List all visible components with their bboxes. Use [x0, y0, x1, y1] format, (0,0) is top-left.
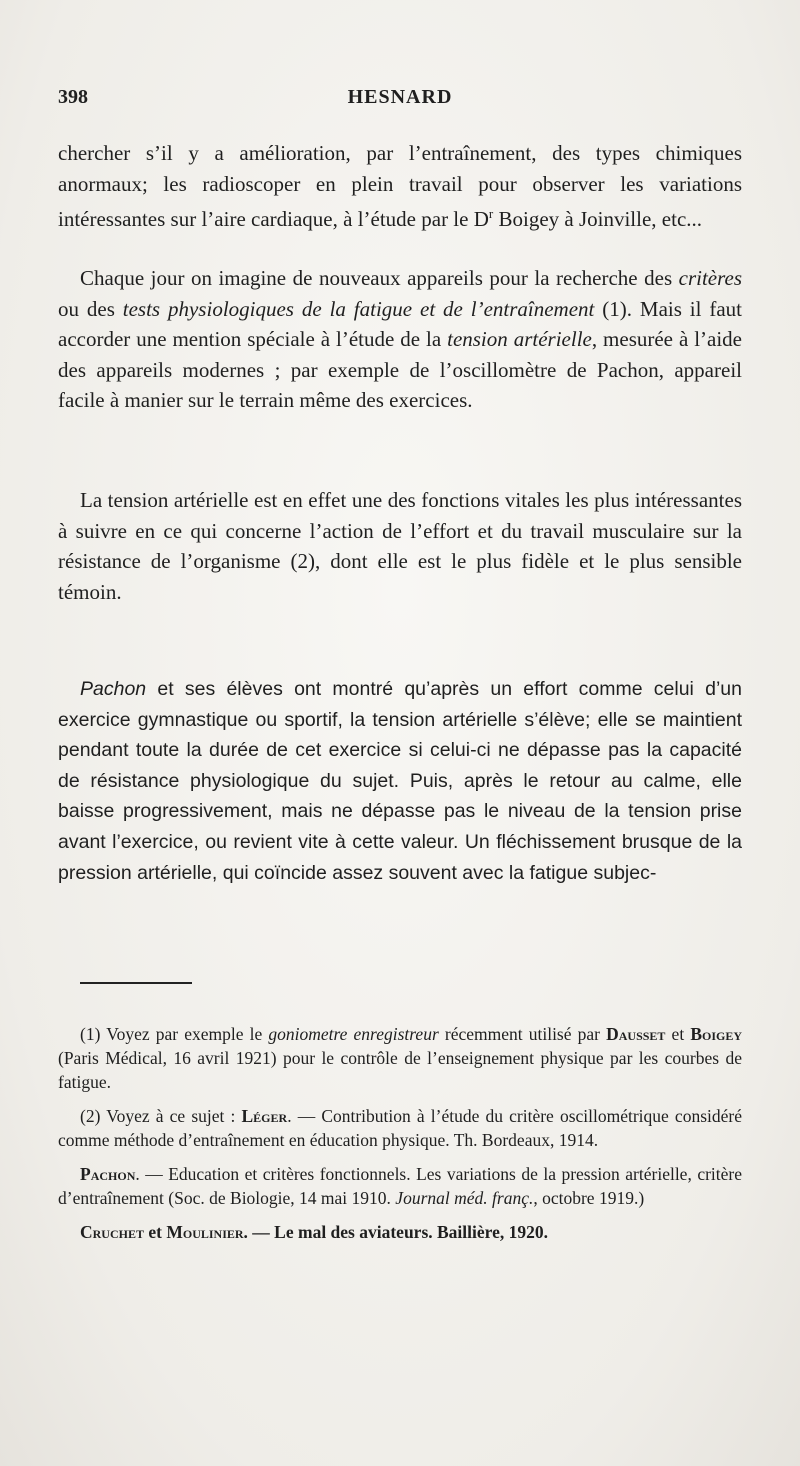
fn1-author-2: Boigey	[690, 1024, 742, 1044]
fn4-author-1: Cruchet	[80, 1222, 144, 1242]
footnote-2	[58, 1104, 742, 1152]
running-head: HESNARD	[347, 86, 453, 108]
page-header	[58, 86, 742, 116]
fn1-em-1: goniometre enregistreur	[268, 1024, 439, 1044]
p4-em-1: Pachon	[80, 678, 147, 700]
fn3-text-2: , octobre 1919.)	[533, 1188, 645, 1208]
p2-em-2: tests physiologiques de la fatigue et de l’entraînement	[122, 296, 595, 321]
footnotes	[58, 1022, 742, 1254]
fn2-text-2: . — Contribution à l’étude du critère oscillométrique considéré comme méthode d’entraînement en éducation physique. Th. Bordeaux, 1914.	[58, 1106, 742, 1150]
p4-text-1: et ses élèves ont montré qu’après un effort comme celui d’un exercice gymnastique ou sportif, la tension artérielle s’élève; elle se maintient pendant toute la durée de cet exercice si celui-ci ne dépasse pas la capacité de résistance physiologique du sujet. Puis, après le retour au calme, elle baisse progressivement, mais ne dépasse pas le niveau de la tension prise avant l’exercice, ou revient vite à cette valeur. Un fléchissement brusque de la pression artérielle, qui coïncide assez souvent avec la fatigue subjec-	[58, 678, 742, 884]
fn1-text-3: et	[665, 1024, 691, 1044]
footnote-4	[58, 1220, 742, 1244]
fn4-author-2: Moulinier	[166, 1222, 244, 1242]
p2-text-2: ou des	[58, 296, 123, 321]
fn4-text-2: . — Le mal des aviateurs. Baillière, 1920.	[243, 1222, 548, 1242]
p2-text-4: , mesurée à l’aide des appareils modernes ; par exemple de l’oscillomètre de Pachon, appareil facile à manier sur le terrain même des exercices.	[58, 327, 742, 412]
p2-em-3: tension artérielle	[447, 327, 592, 351]
fn2-text-1: (2) Voyez à ce sujet :	[80, 1106, 242, 1126]
footnote-1	[58, 1022, 742, 1094]
fn1-author-1: Dausset	[606, 1024, 666, 1044]
paragraph-1	[58, 138, 742, 235]
paragraph-3	[58, 485, 742, 607]
fn1-text-1: (1) Voyez par exemple le	[80, 1024, 269, 1044]
fn3-author-1: Pachon	[80, 1164, 136, 1184]
p3-text: La tension artérielle est en effet une des fonctions vitales les plus intéressantes à suivre en ce qui concerne l’action de l’effort et du travail musculaire sur la résistance de l’organisme (2), dont elle est le plus fidèle et le plus sensible témoin.	[58, 488, 742, 604]
fn1-text-2: récemment utilisé par	[438, 1024, 607, 1044]
p1-superscript: r	[488, 206, 494, 221]
p2-em-1: critères	[678, 266, 742, 290]
paragraph-2	[58, 263, 742, 416]
page-number: 398	[58, 86, 88, 108]
p2-text-3: (1). Mais il faut accorder une mention spéciale à l’étude de la	[58, 296, 742, 351]
p2-text-1: Chaque jour on imagine de nouveaux appareils pour la recherche des	[80, 266, 679, 290]
p1-text-1: chercher s’il y a amélioration, par l’entraînement, des types chimiques anormaux; les radioscoper en plein travail pour observer les variations intéressantes sur l’aire cardiaque, à l’étude par le D	[58, 141, 742, 231]
footnote-separator	[80, 982, 192, 984]
fn4-text-1: et	[143, 1222, 167, 1242]
footnote-3	[58, 1162, 742, 1210]
fn1-text-4: (Paris Médical, 16 avril 1921) pour le contrôle de l’enseignement physique par les courbes de fatigue.	[58, 1048, 742, 1092]
paragraph-4	[58, 674, 742, 888]
p1-text-2: Boigey à Joinville, etc...	[493, 207, 703, 231]
fn3-em-1: Journal méd. franç.	[395, 1188, 534, 1208]
fn3-text-1: . — Education et critères fonctionnels. Les variations de la pression artérielle, critère d’entraînement (Soc. de Biologie, 14 mai 1910.	[58, 1164, 742, 1208]
fn2-author-1: Léger	[241, 1106, 288, 1126]
